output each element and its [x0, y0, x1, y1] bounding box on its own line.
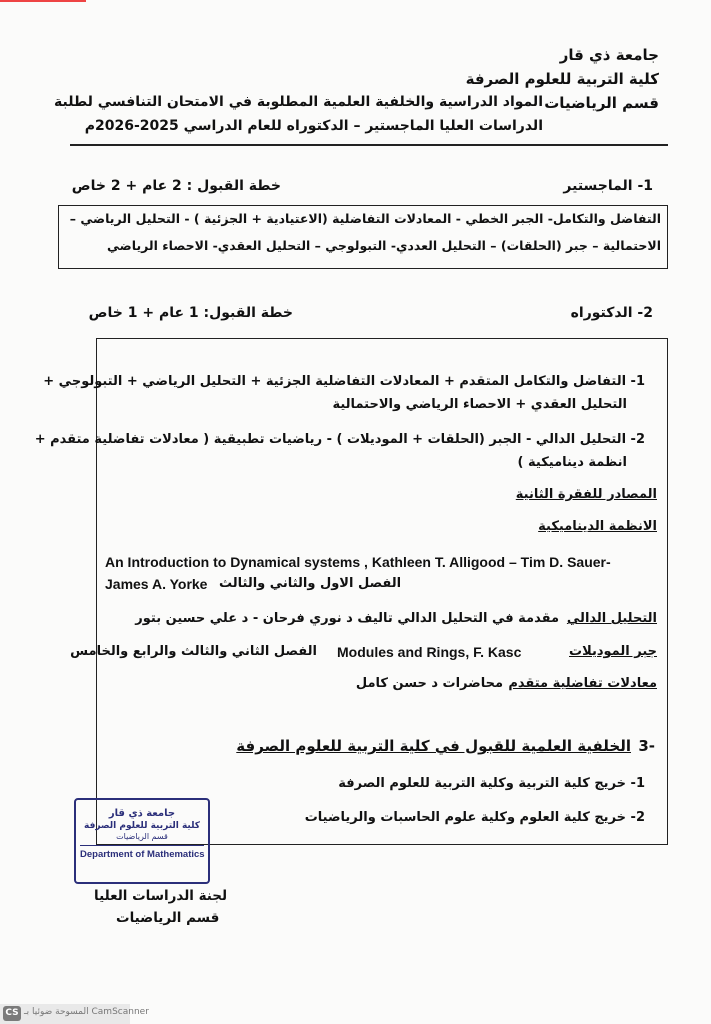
doctorate-item-1-line-1: 1- التفاضل والتكامل المتقدم + المعادلات التفاضلية الجزئية + التحليل الرياضي + التبولوجي +: [43, 374, 645, 389]
masters-subjects-line-1: التفاضل والتكامل- الجبر الخطي - المعادلات التفاضلية (الاعتيادية + الجزئية ) - التحليل الرياضي –: [69, 211, 661, 226]
doctorate-heading: 2- الدكتوراه: [570, 305, 653, 321]
doctorate-admission-plan: خطة القبول: 1 عام + 1 خاص: [88, 305, 293, 321]
dynamical-systems-reference: An Introduction to Dynamical systems , Kathleen T. Alligood – Tim D. Sauer-: [105, 554, 611, 570]
masters-subjects-line-2: الاحتمالية – جبر (الحلقات) – التحليل العددي- التبولوجي – التحليل العقدي- الاحصاء الرياضي: [107, 238, 661, 253]
doctorate-item-2-line-1: 2- التحليل الدالي - الجبر (الحلقات + الموديلات ) - رياضيات تطبيقية ( معادلات تفاضلية متقدم +: [34, 432, 645, 447]
functional-analysis-reference: مقدمة في التحليل الدالي تاليف د نوري فرحان - د علي حسين بتور: [135, 611, 559, 626]
doctorate-item-2-line-2: انظمة ديناميكية ): [517, 455, 627, 470]
modules-algebra-label: جبر الموديلات: [569, 644, 657, 659]
background-item-2: 2- خريج كلية العلوم وكلية علوم الحاسبات والرياضيات: [304, 810, 645, 825]
title-line-2: الدراسات العليا الماجستير – الدكتوراه للعام الدراسي 2025-2026م: [84, 118, 543, 134]
college-name: كلية التربية للعلوم الصرفة: [465, 70, 659, 88]
masters-admission-plan: خطة القبول : 2 عام + 2 خاص: [71, 178, 281, 194]
dynamical-systems-author: James A. Yorke: [105, 576, 208, 592]
stamp-department: قسم الرياضيات: [116, 832, 168, 841]
camscanner-logo-icon: CS: [3, 1006, 21, 1021]
dynamical-systems-chapters: الفصل الاول والثاني والثالث: [219, 576, 402, 591]
background-heading-number: -3: [638, 737, 655, 755]
department-name: قسم الرياضيات: [544, 94, 659, 112]
masters-subjects-box: [58, 205, 668, 269]
dynamical-systems-heading: الانظمة الديناميكية: [538, 519, 657, 534]
stamp-university: جامعة ذي قار: [108, 808, 176, 819]
university-name: جامعة ذي قار: [559, 46, 659, 64]
camscanner-watermark: [0, 1004, 149, 1024]
committee-signature: لجنة الدراسات العليا: [94, 888, 228, 904]
stamp-college: كلية التربية للعلوم الصرفة: [83, 821, 200, 831]
doctorate-item-1-line-2: التحليل العقدي + الاحصاء الرياضي والاحتمالية: [332, 397, 627, 412]
modules-chapters: الفصل الثاني والثالث والرابع والخامس: [70, 644, 317, 659]
department-stamp: [74, 798, 210, 884]
committee-department: قسم الرياضيات: [116, 910, 220, 926]
background-heading: الخلفية العلمية للقبول في كلية التربية للعلوم الصرفة: [236, 737, 631, 755]
title-line-1: المواد الدراسية والخلفية العلمية المطلوبة في الامتحان التنافسي لطلبة: [54, 94, 543, 110]
advanced-ode-label: معادلات تفاضلية متقدم: [508, 676, 657, 691]
stamp-department-en: Department of Mathematics: [80, 845, 204, 860]
masters-heading: 1- الماجستير: [563, 178, 653, 194]
scan-edge-mark: [0, 0, 86, 2]
background-item-1: 1- خريج كلية التربية وكلية التربية للعلوم الصرفة: [338, 776, 645, 791]
doctorate-box: [34, 338, 668, 845]
camscanner-text: المسوحة ضوئيا بـ CamScanner: [24, 1007, 149, 1017]
header-divider: [70, 144, 668, 146]
sources-heading: المصادر للفقرة الثانية: [515, 487, 657, 502]
modules-reference: Modules and Rings, F. Kasc: [337, 644, 522, 660]
advanced-ode-reference: محاضرات د حسن كامل: [355, 676, 503, 691]
functional-analysis-label: التحليل الدالي: [566, 611, 657, 626]
